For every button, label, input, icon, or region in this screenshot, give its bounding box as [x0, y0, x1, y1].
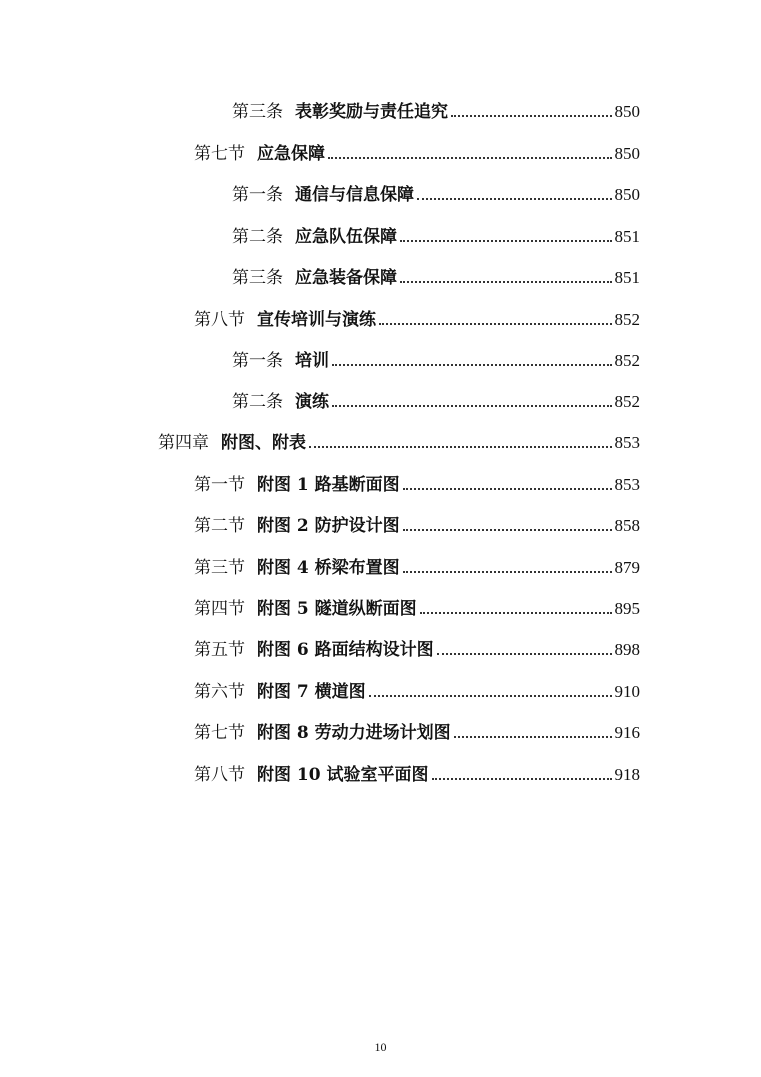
toc-entry[interactable]	[194, 510, 640, 536]
toc-entry-page: 879	[614, 558, 640, 577]
toc-entry-number: 第五节	[194, 640, 245, 660]
toc-dot-leader	[403, 529, 612, 531]
toc-dot-leader	[417, 198, 612, 200]
toc-entry-number: 第三条	[232, 268, 283, 288]
toc-dot-leader	[369, 695, 612, 697]
toc-entry-page: 910	[614, 682, 640, 701]
toc-entry-title: 演练	[295, 392, 329, 412]
toc-entry-title: 附图 5 隧道纵断面图	[257, 599, 417, 619]
toc-entry-page: 858	[614, 516, 640, 535]
toc-dot-leader	[400, 281, 612, 283]
toc-entry[interactable]	[194, 634, 640, 660]
toc-entry[interactable]	[232, 386, 640, 412]
toc-entry-page: 853	[614, 475, 640, 494]
toc-dot-leader	[332, 364, 612, 366]
toc-entry-title: 附图 4 桥梁布置图	[257, 558, 400, 578]
toc-entry-number: 第一条	[232, 351, 283, 371]
toc-dot-leader	[328, 157, 612, 159]
toc-dot-leader	[379, 323, 612, 325]
toc-entry-title: 附图、附表	[221, 433, 306, 453]
toc-entry-page: 918	[614, 765, 640, 784]
toc-dot-leader	[420, 612, 612, 614]
toc-entry[interactable]	[232, 262, 640, 288]
toc-entry-title: 应急保障	[257, 144, 325, 164]
toc-entry-number: 第二条	[232, 227, 283, 247]
toc-entry-page: 852	[614, 310, 640, 329]
toc-entry[interactable]	[194, 717, 640, 743]
toc-entry-page: 851	[614, 227, 640, 246]
toc-dot-leader	[403, 488, 612, 490]
toc-dot-leader	[451, 115, 612, 117]
toc-dot-leader	[437, 653, 612, 655]
toc-entry-number: 第八节	[194, 765, 245, 785]
toc-entry-title: 宣传培训与演练	[257, 310, 376, 330]
toc-entry-page: 850	[614, 144, 640, 163]
toc-entry[interactable]	[232, 96, 640, 122]
toc-dot-leader	[400, 240, 612, 242]
toc-entry-page: 853	[614, 433, 640, 452]
toc-entry-page: 852	[614, 351, 640, 370]
toc-entry-title: 附图 2 防护设计图	[257, 516, 400, 536]
toc-dot-leader	[454, 736, 612, 738]
toc-entry-page: 895	[614, 599, 640, 618]
toc-entry-title: 附图 10 试验室平面图	[257, 765, 429, 785]
toc-entry-title: 培训	[295, 351, 329, 371]
toc-entry[interactable]	[194, 304, 640, 330]
toc-entry-number: 第三条	[232, 102, 283, 122]
toc-entry-number: 第一条	[232, 185, 283, 205]
toc-entry[interactable]	[232, 345, 640, 371]
toc-entry-page: 851	[614, 268, 640, 287]
toc-entry[interactable]	[194, 138, 640, 164]
toc-entry-number: 第七节	[194, 723, 245, 743]
toc-entry-number: 第二条	[232, 392, 283, 412]
toc-dot-leader	[432, 778, 612, 780]
toc-entry-number: 第八节	[194, 310, 245, 330]
toc-entry-page: 850	[614, 102, 640, 121]
toc-entry-title: 应急队伍保障	[295, 227, 397, 247]
toc-entry-title: 附图 6 路面结构设计图	[257, 640, 434, 660]
toc-entry[interactable]	[158, 427, 640, 453]
toc-dot-leader	[309, 446, 612, 448]
toc-entry[interactable]	[194, 593, 640, 619]
toc-entry-number: 第一节	[194, 475, 245, 495]
toc-entry[interactable]	[194, 552, 640, 578]
toc-entry-number: 第四节	[194, 599, 245, 619]
toc-entry-number: 第三节	[194, 558, 245, 578]
toc-entry[interactable]	[232, 179, 640, 205]
toc-entry-number: 第四章	[158, 433, 209, 453]
toc-entry[interactable]	[194, 759, 640, 785]
toc-entry-title: 应急装备保障	[295, 268, 397, 288]
toc-entry-title: 通信与信息保障	[295, 185, 414, 205]
toc-entry[interactable]	[194, 469, 640, 495]
toc-entry[interactable]	[232, 221, 640, 247]
toc-entry-title: 附图 8 劳动力进场计划图	[257, 723, 451, 743]
toc-entry-page: 898	[614, 640, 640, 659]
toc-dot-leader	[403, 571, 612, 573]
toc-entry-page: 852	[614, 392, 640, 411]
toc-entry-page: 850	[614, 185, 640, 204]
toc-entry-title: 表彰奖励与责任追究	[295, 102, 448, 122]
toc-entry[interactable]	[194, 676, 640, 702]
toc-entry-number: 第二节	[194, 516, 245, 536]
toc-entry-page: 916	[614, 723, 640, 742]
toc-dot-leader	[332, 405, 612, 407]
toc-entry-number: 第七节	[194, 144, 245, 164]
toc-entry-title: 附图 1 路基断面图	[257, 475, 400, 495]
toc-entry-title: 附图 7 横道图	[257, 682, 366, 702]
toc-entry-number: 第六节	[194, 682, 245, 702]
page-number: 10	[374, 1040, 387, 1054]
